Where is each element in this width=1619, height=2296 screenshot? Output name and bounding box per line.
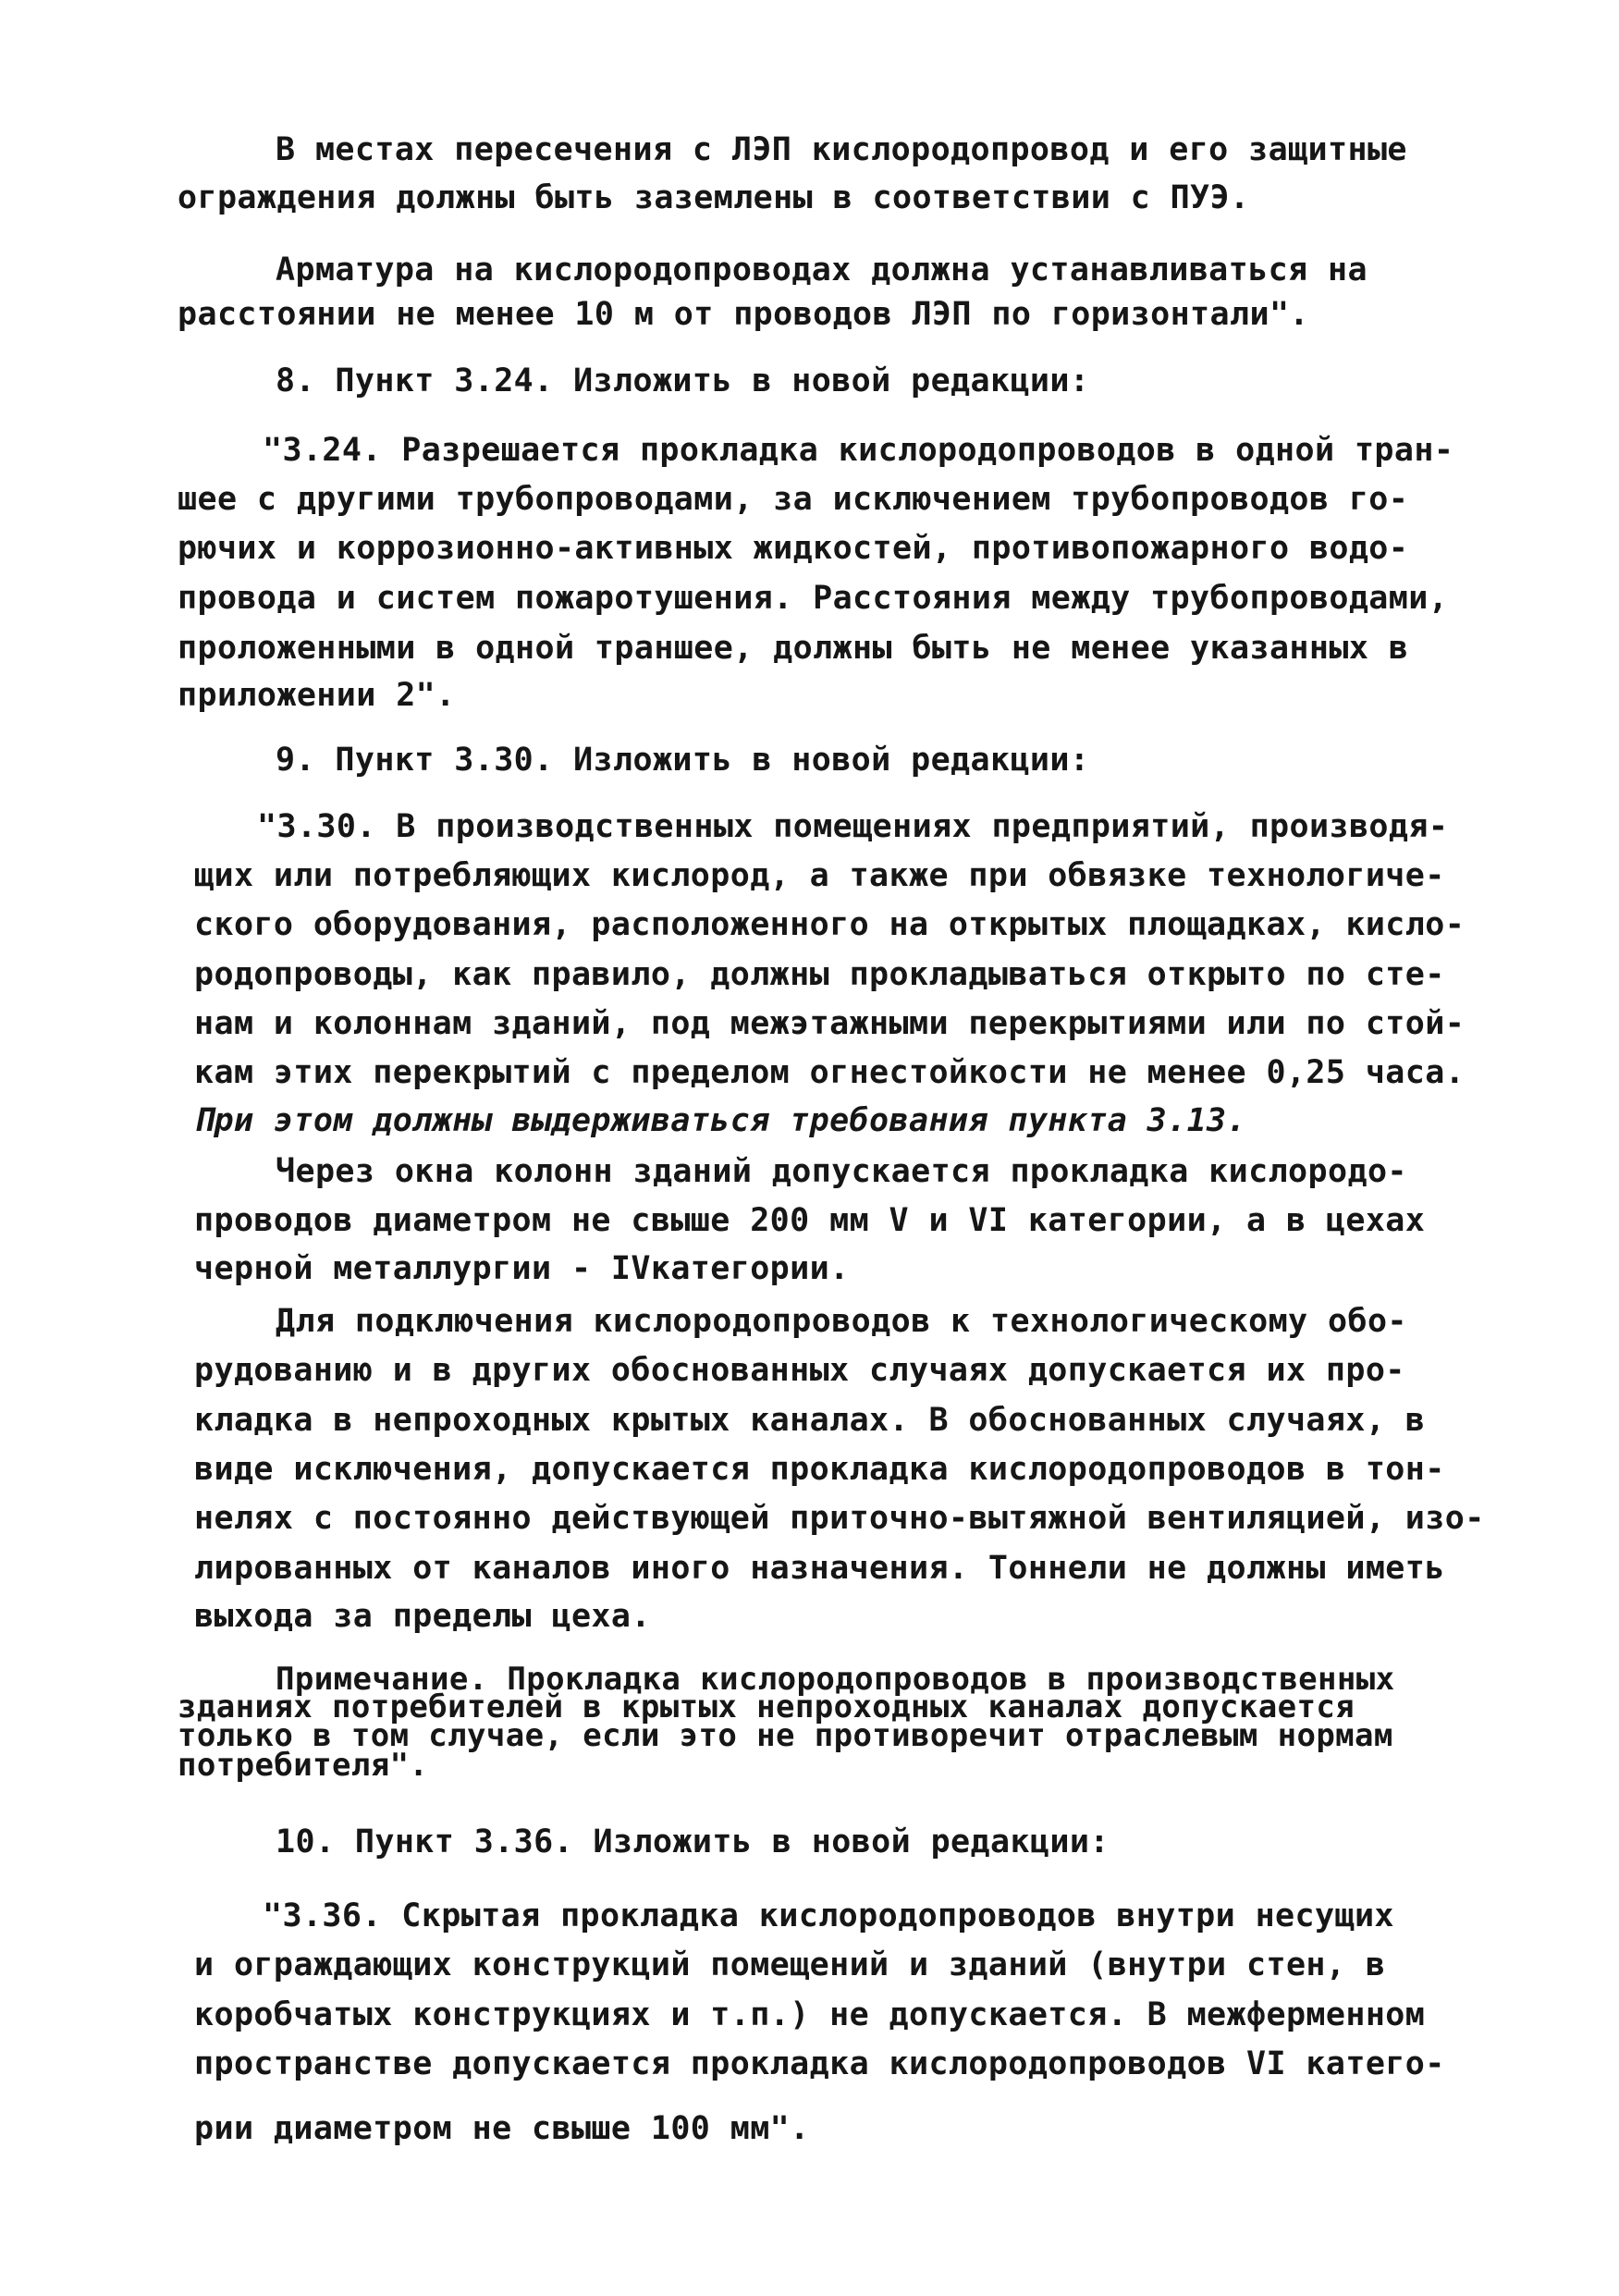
text-line: коробчатых конструкциях и т.п.) не допускается. В межферменном — [194, 1996, 1426, 2033]
text-line: провода и систем пожаротушения. Расстояния между трубопроводами, — [178, 580, 1449, 617]
text-line: При этом должны выдерживаться требования пункта 3.13. — [194, 1102, 1247, 1139]
text-line: проводов диаметром не свыше 200 мм V и VI категории, а в цехах — [194, 1202, 1426, 1239]
text-line: ограждения должны быть заземлены в соответствии с ПУЭ. — [178, 179, 1250, 216]
text-line: Для подключения кислородопроводов к технологическому обо- — [276, 1303, 1407, 1340]
text-line: выхода за пределы цеха. — [194, 1598, 651, 1635]
text-line: виде исключения, допускается прокладка кислородопроводов в тон- — [194, 1451, 1445, 1488]
text-line: кам этих перекрытий с пределом огнестойкости не менее 0,25 часа. — [194, 1054, 1466, 1091]
text-line: расстоянии не менее 10 м от проводов ЛЭП по горизонтали". — [178, 296, 1309, 333]
note-line: Примечание. Прокладка кислородопроводов в производственных — [276, 1661, 1395, 1698]
text-line: "3.36. Скрытая прокладка кислородопроводов внутри несущих — [263, 1897, 1394, 1934]
text-line: приложении 2". — [178, 677, 456, 714]
text-line: "3.30. В производственных помещениях предприятий, производя- — [257, 808, 1449, 845]
text-line: В местах пересечения с ЛЭП кислородопровод и его защитные — [276, 131, 1407, 168]
note-line: только в том случае, если это не противоречит отраслевым нормам — [178, 1717, 1393, 1754]
text-line: ского оборудования, расположенного на открытых площадках, кисло- — [194, 906, 1466, 943]
text-line: шее с другими трубопроводами, за исключением трубопроводов го- — [178, 481, 1409, 518]
text-line: рудованию и в других обоснованных случаях допускается их про- — [194, 1352, 1405, 1389]
text-line: рючих и коррозионно-активных жидкостей, противопожарного водо- — [178, 530, 1409, 567]
item-heading: 8. Пункт 3.24. Изложить в новой редакции: — [276, 362, 1090, 399]
text-line: Через окна колонн зданий допускается прокладка кислородо- — [276, 1153, 1407, 1190]
item-heading: 9. Пункт 3.30. Изложить в новой редакции: — [276, 742, 1090, 779]
text-line: и ограждающих конструкций помещений и зданий (внутри стен, в — [194, 1946, 1386, 1983]
text-line: черной металлургии - IVкатегории. — [194, 1250, 850, 1287]
text-line: лированных от каналов иного назначения. Тоннели не должны иметь — [194, 1550, 1445, 1587]
text-line: Арматура на кислородопроводах должна устанавливаться на — [276, 252, 1368, 289]
text-line: "3.24. Разрешается прокладка кислородопроводов в одной тран- — [263, 432, 1454, 469]
text-line: нелях с постоянно действующей приточно-вытяжной вентиляцией, изо- — [194, 1500, 1485, 1537]
text-line: пространстве допускается прокладка кислородопроводов VI катего- — [194, 2045, 1445, 2082]
text-line: родопроводы, как правило, должны прокладываться открыто по сте- — [194, 956, 1445, 993]
text-line: щих или потребляющих кислород, а также при обвязке технологиче- — [194, 857, 1445, 894]
note-line: потребителя". — [178, 1747, 429, 1784]
text-line: кладка в непроходных крытых каналах. В обоснованных случаях, в — [194, 1402, 1426, 1439]
text-line: проложенными в одной траншее, должны быть не менее указанных в — [178, 630, 1409, 667]
text-line: нам и колоннам зданий, под межэтажными перекрытиями или по стой- — [194, 1005, 1466, 1042]
item-heading: 10. Пункт 3.36. Изложить в новой редакции: — [276, 1823, 1110, 1860]
text-line: рии диаметром не свыше 100 мм". — [194, 2110, 810, 2147]
note-line: зданиях потребителей в крытых непроходных каналах допускается — [178, 1688, 1355, 1725]
